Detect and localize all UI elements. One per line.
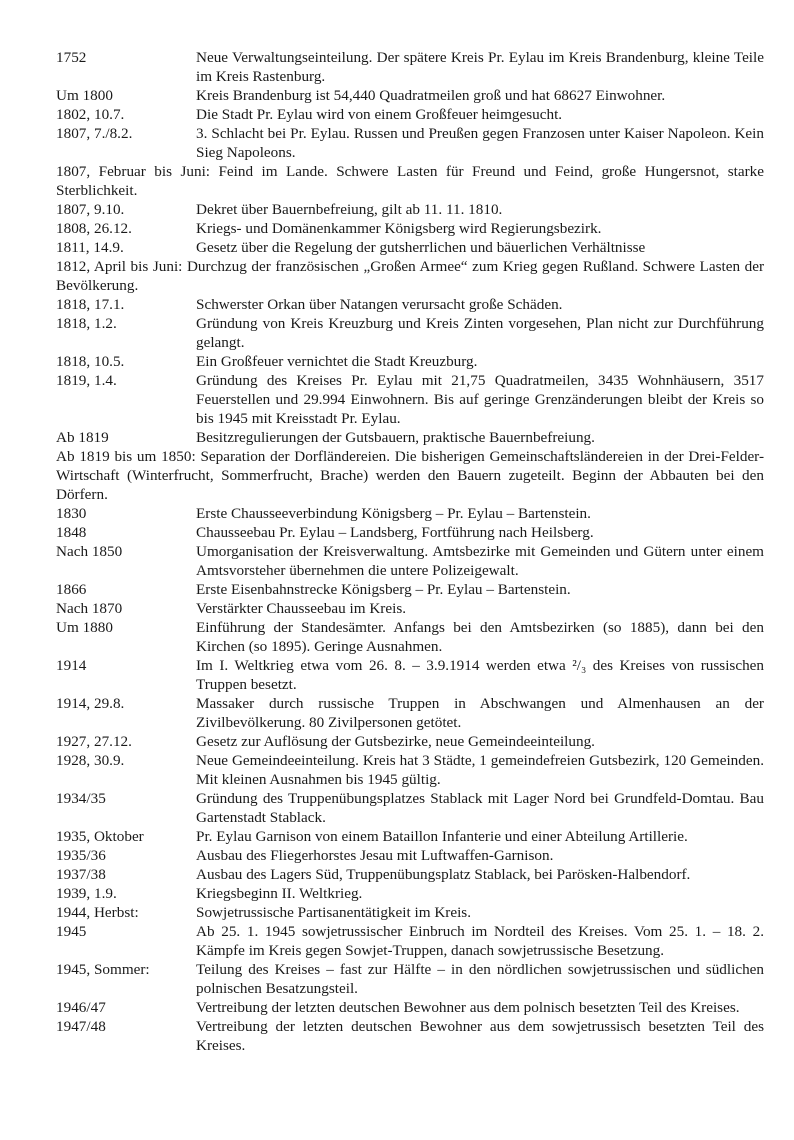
entry-description: Ausbau des Lagers Süd, Truppenübungsplatz Stablack, bei Parösken-Halbendorf. [196,866,691,883]
entry-description: Chausseebau Pr. Eylau – Landsberg, Fortführung nach Heilsberg. [196,524,594,541]
entry-description: Gründung von Kreis Kreuzburg und Kreis Zinten vorgesehen, Plan nicht zur Durchführung gelangt. [196,315,764,351]
entry-date: 1866 [56,581,87,598]
entry-date: 1946/47 [56,999,106,1016]
chronology-entry [56,580,764,599]
chronology-entry [56,998,764,1017]
entry-description: Separation der Dorfländereien. Die bisherigen Gemeinschaftsländereien in der Drei-Felder-Wirtschaft (Winterfrucht, Sommerfrucht, Brache) werden den Bauern zugeteilt. Beginn der Abbauten bei den Dörfern. [56,448,764,503]
entry-date: Ab 1819 [56,429,109,446]
entry-description: Vertreibung der letzten deutschen Bewohner aus dem polnisch besetzten Teil des Kreises. [196,999,740,1016]
chronology-entry [56,105,764,124]
entry-description: Erste Chausseeverbindung Königsberg – Pr. Eylau – Bartenstein. [196,505,591,522]
chronology-entry [56,523,764,542]
chronology-entry [56,732,764,751]
entry-description: Kreis Brandenburg ist 54,440 Quadratmeilen groß und hat 68627 Einwohner. [196,87,666,104]
entry-date: 1811, 14.9. [56,239,124,256]
entry-description: Kriegs- und Domänenkammer Königsberg wird Regierungsbezirk. [196,220,602,237]
entry-date: Ab 1819 bis um 1850: [56,448,196,465]
chronology-entry [56,903,764,922]
chronology-entry [56,124,764,162]
entry-text [56,162,764,200]
entry-date: 1935, Oktober [56,828,144,845]
entry-description: Erste Eisenbahnstrecke Königsberg – Pr. Eylau – Bartenstein. [196,581,571,598]
entry-date: 1830 [56,505,87,522]
entry-description: Vertreibung der letzten deutschen Bewohner aus dem sowjetrussisch besetzten Teil des Kreises. [196,1018,764,1054]
entry-date: Um 1880 [56,619,113,636]
entry-description: Ausbau des Fliegerhorstes Jesau mit Luftwaffen-Garnison. [196,847,554,864]
chronology-entry [56,599,764,618]
entry-date: 1807, Februar bis Juni: [56,163,211,180]
entry-description: Ab 25. 1. 1945 sowjetrussischer Einbruch im Nordteil des Kreises. Vom 25. 1. – 18. 2. Kämpfe im Kreis gegen Sowjet-Truppen, danach sowjetrussische Besetzung. [196,923,764,959]
entry-date: 1752 [56,49,87,66]
entry-description: Dekret über Bauernbefreiung, gilt ab 11. 11. 1810. [196,201,503,218]
entry-description: Gründung des Truppenübungsplatzes Stablack mit Lager Nord bei Grundfeld-Domtau. Bau Gartenstadt Stablack. [196,790,764,826]
entry-description: Neue Gemeindeeinteilung. Kreis hat 3 Städte, 1 gemeindefreien Gutsbezirk, 120 Gemeinden. Mit kleinen Ausnahmen bis 1945 gültig. [196,752,764,788]
chronology-entry [56,884,764,903]
entry-description: Ein Großfeuer vernichtet die Stadt Kreuzburg. [196,353,478,370]
entry-date: 1947/48 [56,1018,106,1035]
entry-description: Gesetz zur Auflösung der Gutsbezirke, neue Gemeindeeinteilung. [196,733,595,750]
chronology-entry [56,162,764,200]
chronology-page [56,48,764,1055]
chronology-entry [56,219,764,238]
entry-description: Pr. Eylau Garnison von einem Bataillon Infanterie und einer Abteilung Artillerie. [196,828,688,845]
entry-date: 1819, 1.4. [56,372,117,389]
entry-description: Umorganisation der Kreisverwaltung. Amtsbezirke mit Gemeinden und Gütern unter einem Amtsvorsteher übernehmen die untere Polizeigewalt. [196,543,764,579]
chronology-entry [56,200,764,219]
chronology-entry [56,865,764,884]
entry-date: 1808, 26.12. [56,220,132,237]
entry-date: 1928, 30.9. [56,752,125,769]
chronology-entry [56,1017,764,1055]
entry-date: Nach 1870 [56,600,123,617]
entry-description: Kriegsbeginn II. Weltkrieg. [196,885,363,902]
entry-date: 1807, 7./8.2. [56,125,133,142]
chronology-entry [56,428,764,447]
chronology-entry [56,48,764,86]
chronology-entry [56,542,764,580]
entry-date: 1935/36 [56,847,106,864]
entry-description: 3. Schlacht bei Pr. Eylau. Russen und Preußen gegen Franzosen unter Kaiser Napoleon. Kein Sieg Napoleons. [196,125,764,161]
chronology-entry [56,846,764,865]
entry-text [56,447,764,504]
chronology-entry [56,295,764,314]
entry-date: 1934/35 [56,790,106,807]
entry-description: Gründung des Kreises Pr. Eylau mit 21,75 Quadratmeilen, 3435 Wohnhäusern, 3517 Feuerstellen und 29.994 Einwohnern. Bis auf geringe Grenzänderungen bleibt der Kreis so bis 1945 mit Kreisstadt Pr. Eylau. [196,372,764,427]
entry-description: Teilung des Kreises – fast zur Hälfte – in den nördlichen sowjetrussischen und südlichen polnischen Besatzungsteil. [196,961,764,997]
chronology-entry [56,447,764,504]
entry-text [56,257,764,295]
chronology-entry [56,371,764,428]
chronology-entry [56,504,764,523]
chronology-entry [56,618,764,656]
entry-description: Neue Verwaltungseinteilung. Der spätere Kreis Pr. Eylau im Kreis Brandenburg, kleine Teile im Kreis Rastenburg. [196,49,764,85]
entry-date: 1802, 10.7. [56,106,125,123]
entry-description: Schwerster Orkan über Natangen verursacht große Schäden. [196,296,563,313]
entry-description: Besitzregulierungen der Gutsbauern, praktische Bauernbefreiung. [196,429,595,446]
entry-date: 1927, 27.12. [56,733,132,750]
chronology-entry [56,86,764,105]
entry-description: Massaker durch russische Truppen in Abschwangen und Almenhausen an der Zivilbevölkerung. 80 Zivilpersonen getötet. [196,695,764,731]
chronology-entry [56,789,764,827]
chronology-entry [56,694,764,732]
entry-date: 1939, 1.9. [56,885,117,902]
entry-date: 1914, 29.8. [56,695,125,712]
entry-description: Sowjetrussische Partisanentätigkeit im Kreis. [196,904,472,921]
entry-description: Gesetz über die Regelung der gutsherrlichen und bäuerlichen Verhältnisse [196,239,646,256]
chronology-entry [56,352,764,371]
chronology-entry [56,751,764,789]
entry-description: Durchzug der französischen „Großen Armee“ zum Krieg gegen Rußland. Schwere Lasten der Bevölkerung. [56,258,765,294]
entry-date: 1807, 9.10. [56,201,125,218]
chronology-entry [56,656,764,694]
entry-date: 1818, 17.1. [56,296,125,313]
entry-date: 1944, Herbst: [56,904,139,921]
chronology-entry [56,314,764,352]
chronology-entry [56,827,764,846]
chronology-entry [56,257,764,295]
entry-description: Feind im Lande. Schwere Lasten für Freund und Feind, große Hungersnot, starke Sterblichkeit. [56,163,765,199]
entry-description: Verstärkter Chausseebau im Kreis. [196,600,407,617]
entry-date: 1818, 10.5. [56,353,125,370]
entry-date: 1937/38 [56,866,106,883]
entry-date: 1945 [56,923,87,940]
entry-date: 1848 [56,524,87,541]
entry-date: 1818, 1.2. [56,315,117,332]
entry-description: Einführung der Standesämter. Anfangs bei den Amtsbezirken (so 1885), dann bei den Kirchen (so 1895). Geringe Ausnahmen. [196,619,764,655]
entry-date: 1812, April bis Juni: [56,258,183,275]
chronology-entry [56,922,764,960]
entry-description: Im I. Weltkrieg etwa vom 26. 8. – 3.9.1914 werden etwa ²/₃ des Kreises von russischen Truppen besetzt. [196,657,764,693]
entry-description: Die Stadt Pr. Eylau wird von einem Großfeuer heimgesucht. [196,106,563,123]
chronology-entry [56,238,764,257]
entry-date: 1945, Sommer: [56,961,150,978]
entry-date: Um 1800 [56,87,113,104]
entry-date: 1914 [56,657,87,674]
chronology-entry [56,960,764,998]
entry-date: Nach 1850 [56,543,123,560]
